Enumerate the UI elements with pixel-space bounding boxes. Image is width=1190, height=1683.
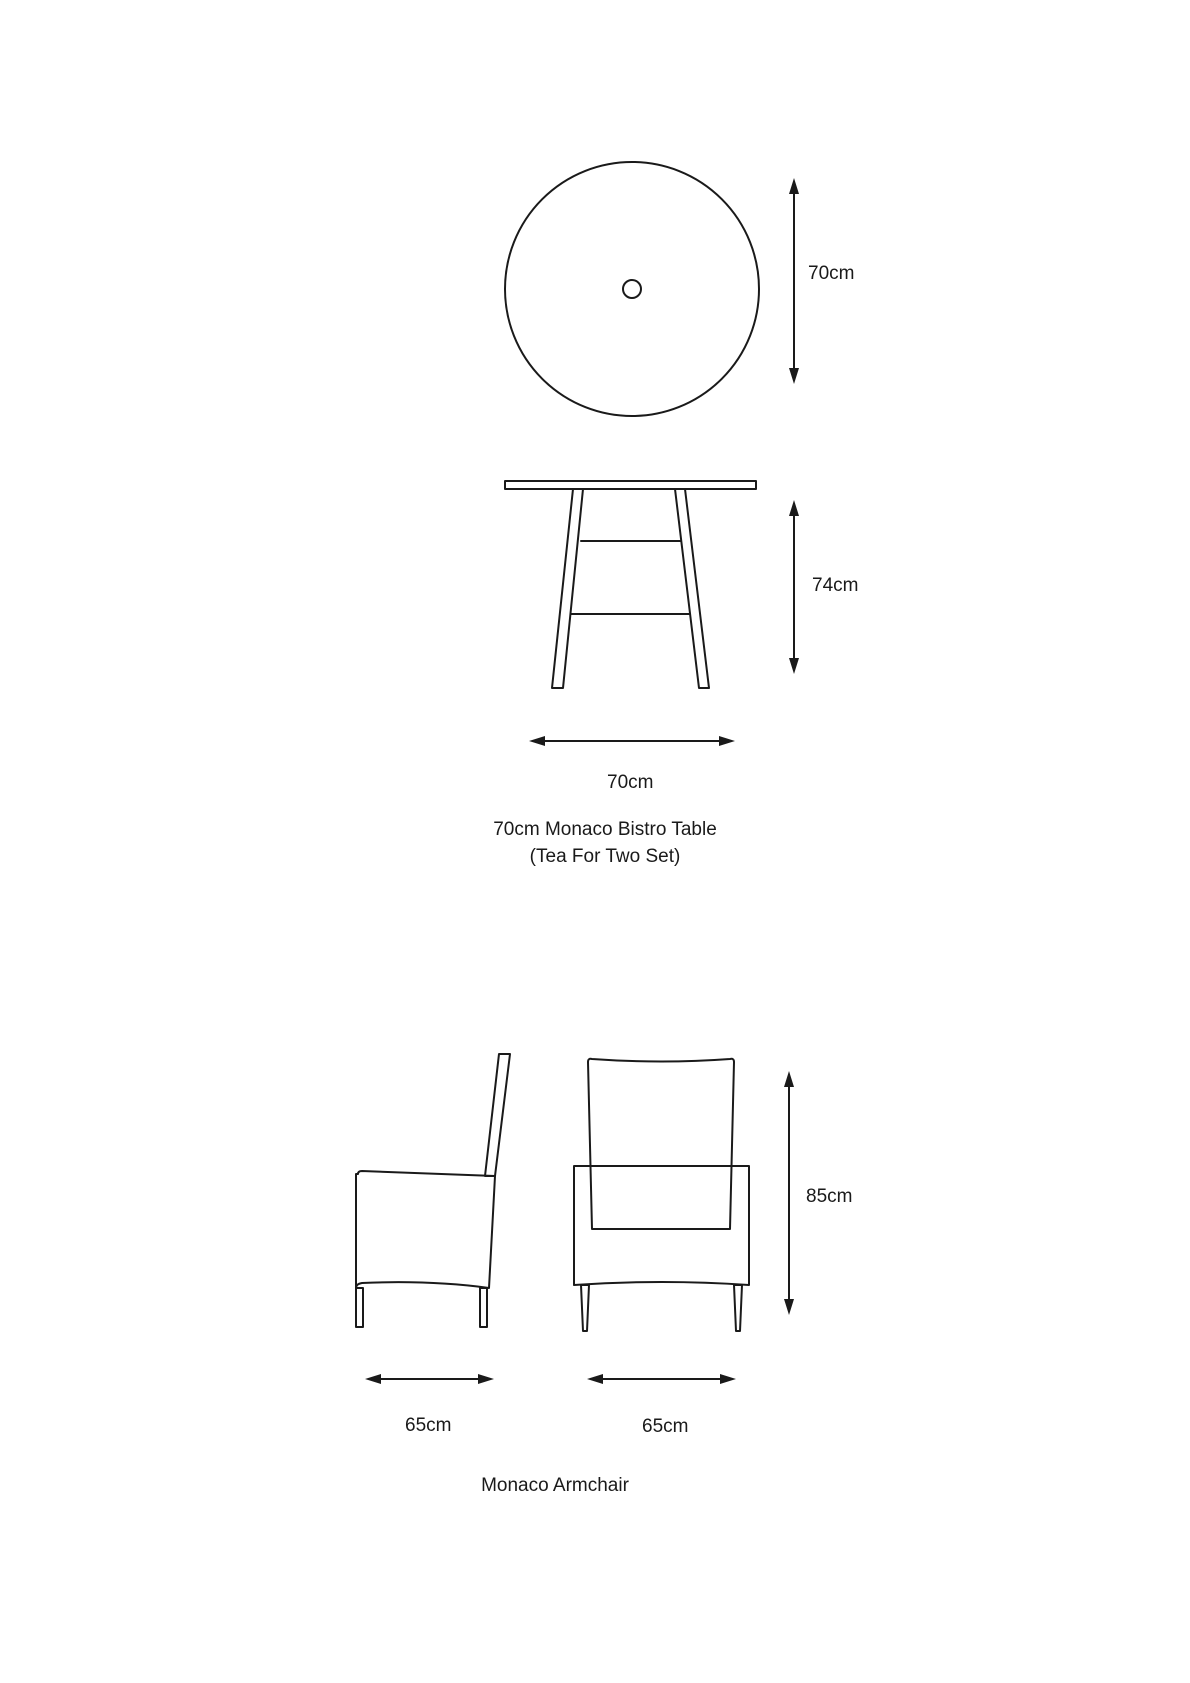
table-caption [485, 816, 725, 870]
armchair-depth-label: 65cm [405, 1415, 452, 1436]
table-width-arrow [529, 736, 735, 746]
armchair-height-arrow [784, 1071, 794, 1315]
armchair-front-left-leg [581, 1285, 589, 1331]
armchair-caption: Monaco Armchair [481, 1475, 629, 1496]
table-width-label: 70cm [607, 772, 654, 793]
table-top-view [505, 162, 759, 416]
table-diameter-label: 70cm [808, 263, 855, 284]
armchair-front-frame [574, 1166, 749, 1285]
armchair-depth-arrow [365, 1374, 494, 1384]
table-height-arrow [789, 500, 799, 674]
table-left-leg [552, 489, 583, 688]
table-height-label: 74cm [812, 575, 859, 596]
armchair-side-backrest [485, 1054, 510, 1176]
armchair-front-view [574, 1059, 749, 1331]
armchair-height-label: 85cm [806, 1186, 853, 1207]
armchair-front-right-leg [734, 1285, 742, 1331]
table-right-leg [675, 489, 709, 688]
table-caption-line2: (Tea For Two Set) [529, 846, 681, 867]
table-caption-line1: 70cm Monaco Bistro Table [493, 819, 717, 840]
armchair-side-body [356, 1171, 495, 1288]
table-top-slab [505, 481, 756, 489]
table-side-view [505, 481, 756, 688]
armchair-side-front-leg [356, 1288, 363, 1327]
armchair-side-back-leg [480, 1288, 487, 1327]
armchair-width-label: 65cm [642, 1416, 689, 1437]
table-diameter-arrow [789, 178, 799, 384]
armchair-width-arrow [587, 1374, 736, 1384]
parasol-hole [623, 280, 641, 298]
armchair-side-view [356, 1054, 510, 1327]
armchair-front-backrest [588, 1059, 734, 1229]
table-top-outline [505, 162, 759, 416]
